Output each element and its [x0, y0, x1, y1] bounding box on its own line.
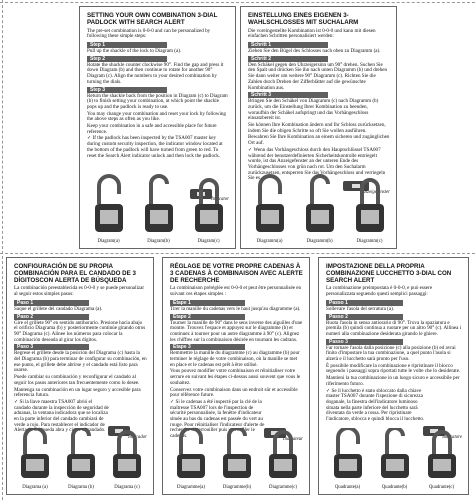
panel-german-content: [248, 13, 390, 183]
tick-text: Wenn das Vorhängeschloss durch den Hauptschlüssel TSA007 während der benutzerdefinierten Sicherheitskontrolle entriegelt wurde, ist das Anzeigefenster an der unteren Ende des Vorhängeschlosses von grün nach rot. Um den Suchalarm zurückzusetzen, entsperren Sie das Vorhängeschloss und verriegeln Sie es.: [248, 146, 386, 182]
diagram-b: [59, 428, 103, 490]
fold-line-middle: [0, 253, 475, 254]
step-label: Schritt 1: [248, 42, 328, 48]
intro-text: La combinación preestablecida es 0-0-0 y se puede personalizar al seguir estos simples pasos:: [14, 285, 145, 298]
step-text: Ruota l'asola in senso antiorario di 90°. Trova la spaziatura e premila (b) quindi continua a ruotare per un altro 90° (c). Allinea i numeri alla combinazione desiderata girando le ghiere.: [326, 319, 462, 337]
check-icon: ✓: [14, 398, 20, 405]
step-label: Step 2: [87, 56, 167, 62]
diagram-c: [186, 174, 231, 244]
step-text: Regrese el grillete desde la posición del Diagrama (c) hasta la del Diagrama (b) para terminar de configurar su combinación, en ese punto, el grillete debe abrirse y el candado está listo para usarse.: [14, 350, 147, 374]
diagram-caption: Diagrama (b): [68, 485, 94, 490]
diagram-caption: Diagramme(c): [269, 485, 297, 490]
diagram-row: [13, 428, 147, 490]
diagram-a: [169, 428, 213, 490]
step-label: Passo 1: [326, 300, 403, 306]
indicator-label: Indicateur: [283, 437, 303, 442]
fold-line-left: [2, 0, 3, 500]
intro-text: The pre-set combination is 0-0-0 and can be personalized by following these simple steps:: [87, 27, 211, 40]
diagram-a: [86, 174, 131, 244]
panel-french: [162, 257, 310, 495]
check-icon: ✓: [170, 398, 176, 405]
panel-title: SETTING YOUR OWN COMBINATION 3-DIAL PADLOCK WITH SEARCH ALERT: [87, 12, 218, 26]
step-label: Schritt 2: [248, 56, 328, 62]
diagram-caption: Diagram(b): [147, 239, 170, 244]
panel-title: RÉGLAGE DE VOTRE PROPRE CADENAS À 3 CADENAS À COMBINAISON AVEC ALERTE DE RECHERCHE: [170, 263, 303, 284]
step-label: Paso 3: [14, 344, 89, 350]
note-text: You may change your combination and reset your lock by following the above steps as often as you like.: [87, 110, 226, 123]
padlock-reset-icon: [263, 428, 303, 480]
diagram-caption: Quadrante(c): [428, 485, 455, 490]
diagram-caption: Diagram(c): [197, 239, 220, 244]
panel-italian: [318, 257, 469, 495]
padlock-rotated-icon: [61, 428, 101, 480]
padlock-rotated-icon: [139, 174, 179, 234]
diagram-b: [136, 174, 181, 244]
diagram-row: [247, 172, 390, 244]
note-text: Keep your combination in a safe and accessible place for future reference.: [87, 123, 217, 135]
panel-english-content: [87, 13, 229, 160]
diagram-caption: Diagrama (a): [22, 485, 48, 490]
diagram-caption: Quadrante(b): [381, 485, 408, 490]
diagram-b: [372, 428, 417, 490]
panel-title: EINSTELLUNG EINES EIGENEN 3-WAHLSCHLOSSES MIT SUCHALARM: [248, 12, 359, 26]
diagram-caption: Diagrama (c): [114, 485, 140, 490]
step-text: Sollevare l'asola del serratura (a).: [326, 305, 395, 312]
diagram-a: [247, 174, 292, 244]
diagram-row: [169, 428, 303, 490]
padlock-open-icon: [89, 174, 129, 234]
panel-italian-content: [326, 264, 462, 424]
padlock-open-icon: [250, 174, 290, 234]
indicator-label: Anzeigefenster: [361, 190, 390, 195]
diagram-row: [86, 172, 229, 244]
check-icon: ✓: [87, 135, 93, 142]
step-text: Saque el grillete del candado Diagrama (a).: [14, 305, 103, 312]
step-text: Remmettre la manille du diagramme (c) au diagramme (b) pour terminer le réglage de votre combinaison, où la manille se met en place et le cadenas est prêt à être utilisé.: [170, 350, 300, 368]
panel-german: [240, 6, 397, 249]
indicator-label: Indicatore: [442, 435, 462, 440]
note-text: Puede cambiar su combinación y reconfigurar el candado al seguir los pasos anteriores tan frecuentemente como lo desee.: [14, 374, 140, 386]
step-label: Paso 1: [14, 300, 89, 306]
panel-french-content: [170, 264, 303, 441]
diagram-caption: Diagramm(c): [356, 239, 383, 244]
step-text: Den Schäkel gegen den Uhrzeigersinn um 90° drehen. Suchen Sie den Spalt und drücken Sie ihn nach unten Diagramm (b) und drehen Sie dann weiter um weitere 90° Diagramm (c). Richten Sie die Zahlen durch Drehen der Zifferblätter auf die gewünschte Kombination aus.: [248, 61, 388, 91]
tick-text: Si la llave maestra TSA007 abrió el candado durante la inspección de seguridad de aduanas, la ventana indicadora que se localiza en la parte inferior del candado cambiará de verde a rojo. Para restablecer el indicador de Alerta de Búsqueda abra y cierre el candado.: [14, 398, 109, 434]
diagram-caption: Diagramm(b): [306, 239, 333, 244]
fold-line-top: [0, 2, 475, 3]
note-text: Mantenga su combinación en un lugar seguro y accesible para referencia futura.: [14, 386, 141, 399]
step-text: Bringen Sie den Schäkel von Diagramm (c) nach Diagramm (b) zurück, um die Einstellung Ihrer Kombination zu beenden, woraufhin der Schäkel aufspringt und das Vorhängeschloss einsatzbereit ist.: [248, 98, 379, 122]
note-text: Vous pouvez modifier votre combinaison et réinitialiser votre serrure en suivant les étapes ci-dessus aussi souvent que vous le souhaitez.: [170, 368, 301, 386]
padlock-reset-icon: [422, 428, 462, 480]
step-text: Ziehen Sie den Bügel des Schlosses nach oben zu Diagramm (a).: [248, 48, 381, 54]
note-text: È possibile modificare la combinazione e ripristinare il blocco seguendo i passaggi sopra riportati tutte le volte che lo desiderate.: [326, 362, 461, 375]
intro-text: La combinaison préréglée est 0-0-0 et peut être personnalisée en suivant ces étapes simples :: [170, 285, 302, 298]
padlock-reset-icon: [107, 428, 147, 480]
diagram-caption: Diagramme(a): [177, 485, 205, 490]
padlock-rotated-icon: [300, 174, 340, 234]
panel-english: [79, 6, 236, 249]
step-text: Gire el grillete 90° en sentido antihorario. Presione hacia abajo el orificio Diagrama (b) y posteriormente continúe girando otros 90° Diagrama (c). Alinee los números para colocar la combinación deseada al girar los dígitos.: [14, 319, 146, 343]
tick-note: [87, 136, 229, 159]
diagram-c: [261, 428, 305, 490]
step-text: Pull up the shackle of the lock to Diagram (a).: [87, 48, 182, 54]
diagram-caption: Quadrante(a): [334, 485, 361, 490]
padlock-open-icon: [171, 428, 211, 480]
diagram-c: [105, 428, 149, 490]
diagram-caption: Diagramm(a): [256, 239, 283, 244]
step-label: Étape 1: [170, 300, 245, 306]
diagram-c: [347, 174, 392, 244]
padlock-open-icon: [15, 428, 55, 480]
diagram-b: [297, 174, 342, 244]
step-label: Step 1: [87, 42, 167, 48]
tick-text: Se il lucchetto è stato sbloccato dalla chiave master TSA007 durante l'ispezione di sicurezza doganale, la finestra dell'indicatore luminoso situata nella parte inferiore del lucchetto sarà diventata da verde a rossa. Per ripristinare l'indicatore, sblocca e quindi blocca il lucchetto.: [326, 387, 425, 423]
diagram-caption: Diagram(a): [97, 239, 120, 244]
panel-spanish: [6, 257, 154, 495]
step-text: Return the shackle back from the position in Diagram (c) to Diagram (b) to finish setting your combination, at which point the shackle pops up and the padlock is ready to use.: [87, 92, 228, 110]
step-label: Étape 3: [170, 344, 245, 350]
step-label: Passo 2: [326, 314, 403, 320]
padlock-rotated-icon: [375, 428, 415, 480]
step-text: Tourner la manille de 90° dans le sens inverse des aiguilles d'une montre. Trouvez l'espace et appuyez sur le diagramme (b) et continuez à tourner pour un autre diagramme à 90° (c). Alignez les chiffres sur la combinaison désirée en tournant les cadrans.: [170, 319, 303, 343]
diagram-row: [325, 428, 462, 490]
padlock-reset-icon: [350, 174, 390, 234]
step-label: Paso 2: [14, 314, 89, 320]
note-text: Mantieni la tua combinazione in un luogo sicuro e accessibile per riferimento futuro.: [326, 375, 460, 387]
step-label: Step 3: [87, 87, 167, 93]
check-icon: ✓: [248, 146, 254, 153]
step-label: Schritt 3: [248, 92, 328, 98]
step-text: Rotate the shackle counter clockwise 90°. Find the gap and press it down Diagram (b) and then continue to rotate for another 90° Diagram (c). Align the numbers to your desired combination by turning the dials.: [87, 61, 224, 85]
diagram-c: [419, 428, 464, 490]
panel-title: IMPOSTAZIONE DELLA PROPRIA COMBINAZIONE LUCCHETTO 3-DIAL CON SEARCH ALERT: [326, 263, 452, 284]
indicator-label: Indicator: [211, 197, 229, 202]
diagram-a: [13, 428, 57, 490]
panel-spanish-content: [14, 264, 147, 435]
step-text: Far tornare l'asola dalla posizione (c) alla posizione (b) ed avrai finito d'impostare la tua combinazione, a quel punto l'asola si alzerà e il lucchetto sarà pronto per l'uso.: [326, 344, 456, 363]
padlock-reset-icon: [189, 174, 229, 234]
intro-text: La combinazione preimpostata è 0-0-0, e può essere personalizzata seguendo questi semplici passaggi:: [326, 285, 433, 298]
note-text: Bewahren Sie Ihre Kombination an einem sicheren und zugänglichen Ort auf.: [248, 134, 390, 147]
padlock-rotated-icon: [217, 428, 257, 480]
diagram-a: [325, 428, 370, 490]
tick-note: [326, 389, 426, 423]
diagram-b: [215, 428, 259, 490]
check-icon: ✓: [326, 387, 332, 394]
padlock-open-icon: [328, 428, 368, 480]
diagram-caption: Diagramme(b): [222, 485, 252, 490]
tick-text: If the padlock has been inspected by the TSA007 master key during custom security inspection, the indicator window located at the bottom of the padlock will have turned from green to red. To reset the Search Alert indicator unlock and then lock the padlock.: [87, 135, 223, 159]
note-text: Conservez votre combinaison dans un endroit sûr et accessible pour référence future.: [170, 386, 298, 399]
note-text: Sie können Ihre Kombination ändern und Ihr Schloss zurücksetzen, indem Sie die obigen Schritte so oft Sie wollen ausführen.: [248, 122, 386, 134]
panel-title: CONFIGURACIÓN DE SU PROPIA COMBINACIÓN PARA EL CANDADO DE 3 DÍGITOSCON ALERTA DE BÚSQUEDA: [14, 263, 136, 284]
step-label: Passo 3: [326, 339, 403, 345]
step-text: Tirer la manille du cadenas vers le haut jusqu'au diagramme (a).: [170, 305, 301, 312]
intro-text: Die voreingestellte Kombination ist 0-0-0 und kann mit diesen einfachen Schritten personalisiert werden:: [248, 27, 376, 40]
tick-text: Si le cadenas a été inspecté par la clé de la maîtresse TSA007 lors de l'inspection de sécurité personnalisée, la fenêtre d'indicateur située au bas du cadenas est passée du vert au rouge. Pour réinitialiser l'indicateur d'alerte de recherche déverrouiller puis verrouiller le cadenas.: [170, 398, 265, 440]
indicator-label: Indicador: [128, 435, 147, 440]
step-label: Étape 2: [170, 314, 245, 320]
